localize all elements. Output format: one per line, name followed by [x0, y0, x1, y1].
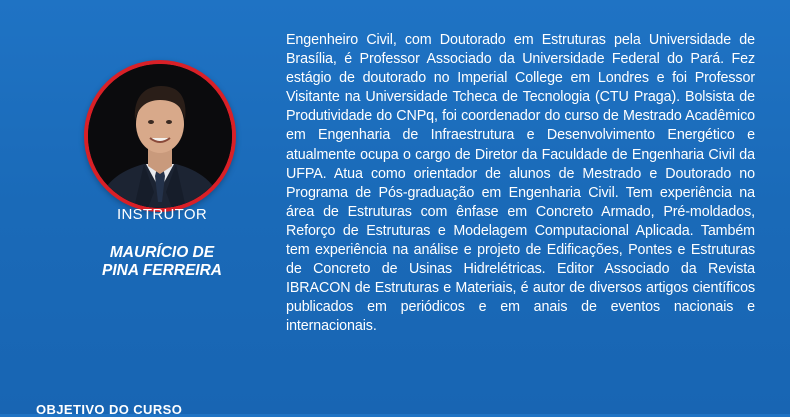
instructor-name: MAURÍCIO DE PINA FERREIRA [102, 244, 222, 279]
instructor-bio: Engenheiro Civil, com Doutorado em Estruturas pela Universidade de Brasília, é Professor Associado da Universidade Federal do Pará. Fez estágio de doutorado no Imperial College em Londres e foi Professor Visitante na Universidade Tcheca de Tecnologia (CTU Praga). Bolsista de Produtividade do CNPq, foi coordenador do curso de Mestrado Acadêmico em Engenharia de Infraestrutura e Desenvolvimento Energético e atualmente ocupa o cargo de Diretor da Faculdade de Engenharia Civil da UFPA. Atua como orientador de alunos de Mestrado e Doutorado no Programa de Pós-graduação em Engenharia Civil. Tem experiência na área de Estruturas com ênfase em Concreto Armado, Pré-moldados, Reforço de Estruturas e Modelagem Computacional Aplicada. Também tem experiência na análise e projeto de Edificações, Pontes e Estruturas de Concreto de Usinas Hidrelétricas. Editor Associado da Revista IBRACON de Estruturas e Materiais, é autor de diversos artigos científicos publicados em periódicos e em anais de eventos nacionais e internacionais. [286, 32, 755, 335]
instructor-photo [88, 64, 232, 208]
instructor-card [60, 0, 264, 414]
course-objective-heading: OBJETIVO DO CURSO [36, 402, 183, 417]
instructor-role-label: INSTRUTOR [117, 206, 207, 223]
instructor-photo-ring [84, 60, 236, 212]
